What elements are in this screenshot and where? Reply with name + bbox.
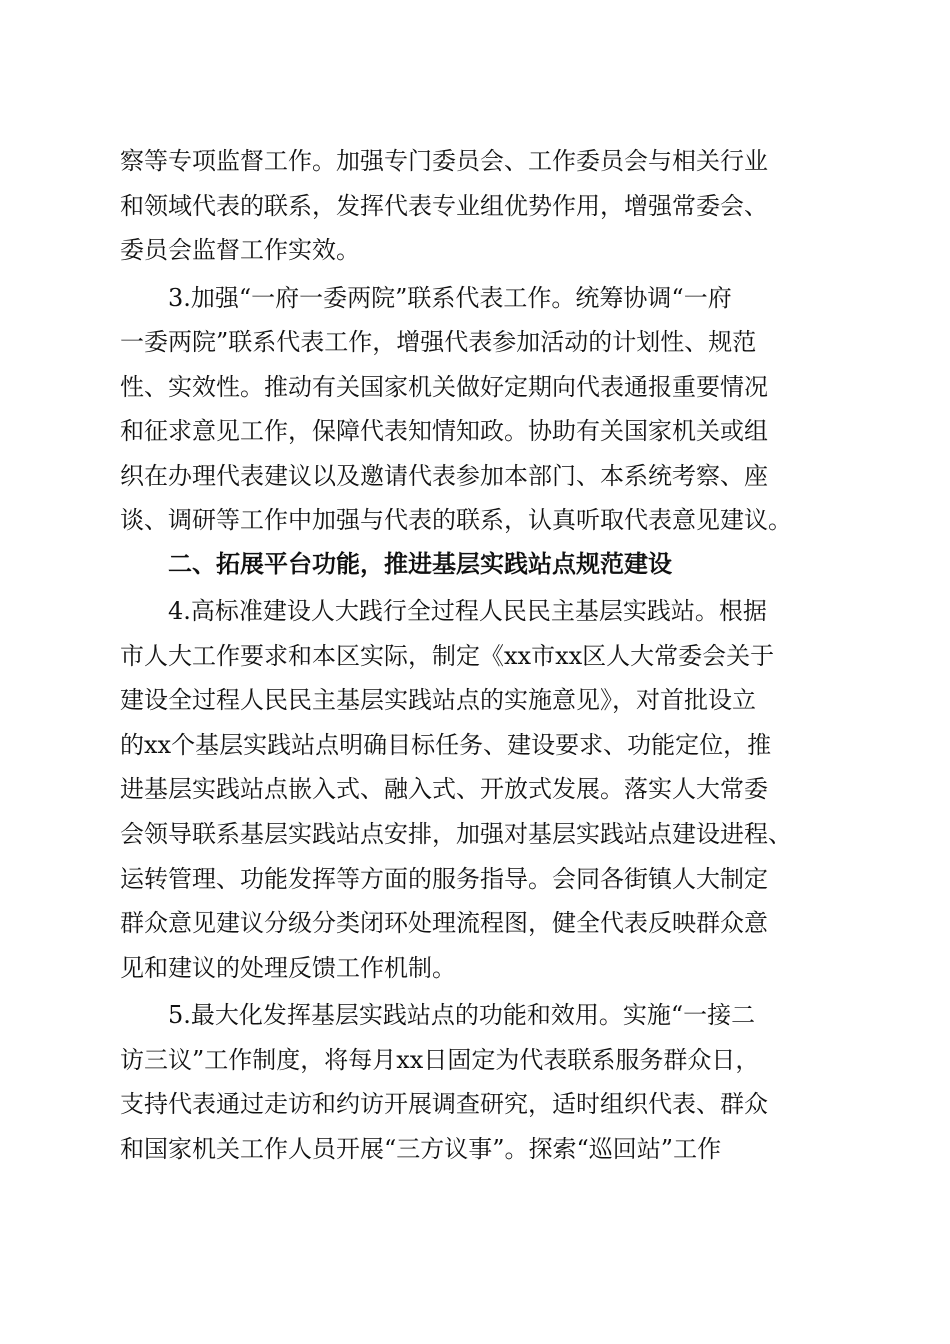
text-line: 4.高标准建设人大践行全过程人民民主基层实践站。根据 <box>168 597 767 625</box>
text-line: 谈、调研等工作中加强与代表的联系，认真听取代表意见建议。 <box>120 506 792 534</box>
text-line: 委员会监督工作实效。 <box>120 236 360 264</box>
text-line: 见和建议的处理反馈工作机制。 <box>120 954 456 982</box>
text-line: 5.最大化发挥基层实践站点的功能和效用。实施“一接二 <box>168 1001 756 1029</box>
text-line: 建设全过程人民民主基层实践站点的实施意见》，对首批设立 <box>120 686 756 714</box>
text-line: 群众意见建议分级分类闭环处理流程图，健全代表反映群众意 <box>120 909 768 937</box>
text-line: 和领域代表的联系，发挥代表专业组优势作用，增强常委会、 <box>120 192 768 220</box>
text-line: 3.加强“一府一委两院”联系代表工作。统筹协调“一府 <box>168 284 732 312</box>
text-line: 性、实效性。推动有关国家机关做好定期向代表通报重要情况 <box>120 373 768 401</box>
text-line: 察等专项监督工作。加强专门委员会、工作委员会与相关行业 <box>120 147 768 175</box>
text-line: 会领导联系基层实践站点安排，加强对基层实践站点建设进程、 <box>120 820 792 848</box>
text-line: 和征求意见工作，保障代表知情知政。协助有关国家机关或组 <box>120 417 768 445</box>
text-line: 进基层实践站点嵌入式、融入式、开放式发展。落实人大常委 <box>120 775 768 803</box>
text-line: 织在办理代表建议以及邀请代表参加本部门、本系统考察、座 <box>120 462 768 490</box>
section-heading: 二、拓展平台功能，推进基层实践站点规范建设 <box>168 550 672 578</box>
text-line: 访三议”工作制度，将每月xx日固定为代表联系服务群众日， <box>120 1046 760 1074</box>
text-line: 支持代表通过走访和约访开展调查研究，适时组织代表、群众 <box>120 1090 768 1118</box>
text-line: 的xx个基层实践站点明确目标任务、建设要求、功能定位，推 <box>120 731 772 759</box>
text-line: 和国家机关工作人员开展“三方议事”。探索“巡回站”工作 <box>120 1135 722 1163</box>
text-line: 运转管理、功能发挥等方面的服务指导。会同各街镇人大制定 <box>120 865 768 893</box>
text-line: 市人大工作要求和本区实际，制定《xx市xx区人大常委会关于 <box>120 642 775 670</box>
text-line: 一委两院”联系代表工作，增强代表参加活动的计划性、规范 <box>120 328 757 356</box>
